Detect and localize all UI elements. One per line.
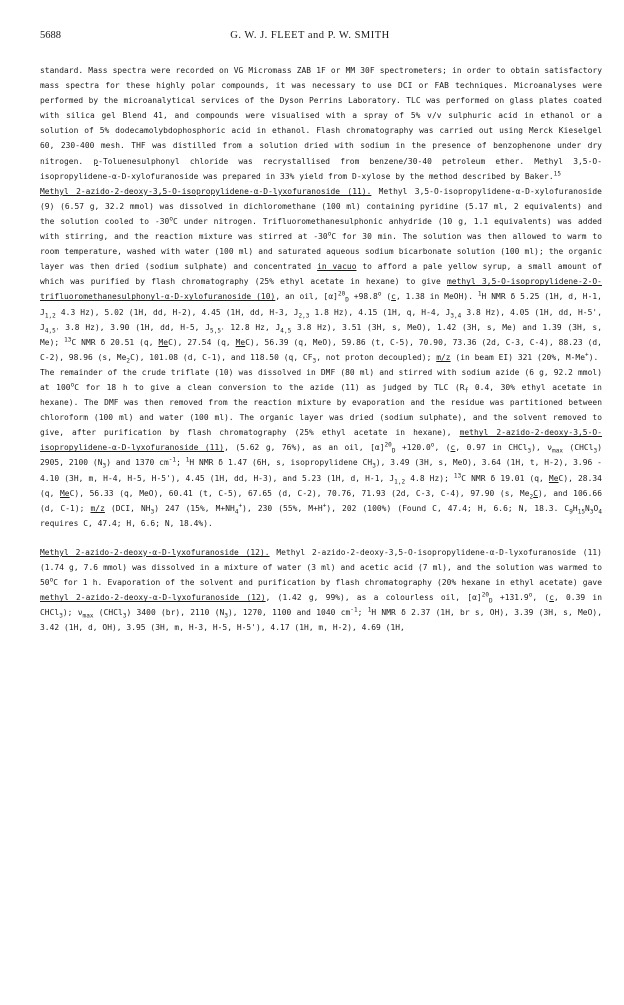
compound-11-preparation-paragraph: Methyl 2-azido-2-deoxy-3,5-O-isopropylidene-α-D-lyxofuranoside (11). Methyl 3,5-O-isopropylidene-α-D-xylofuranoside (9) (6.57 g, 32.2 mmol) was dissolved in dichloromethane (100 ml) containing pyridine (5.17 ml, 2 equivalents) and the solution cooled to -30$^o$C under nitrogen. Trifluoromethanesulphonic anhydride (10 g, 1.1 equivalents) was added with stirring, and the reaction mixture was stirred at -30$^o$C for 30 min. The solution was then allowed to warm to room temperature, washed with water (100 ml) and saturated aqueous sodium bicarbonate solution (100 ml); the organic layer was then dried (sodium sulphate) and concentrated in vacuo to afford a pale yellow syrup, a small amount of which was purified by flash chromatography (25% ethyl acetate in hexane) to give methyl 3,5-O-isopropylidene-2-O-trifluoromethanesulphonyl-α-D-xylofuranoside (10), an oil, $[\alpha]^{20}_D +98.8^o$ (c, 1.38 in MeOH). $^1$H NMR δ 5.25 (1H, d, H-1, $J_{1,2}$ 4.3 Hz), 5.02 (1H, dd, H-2), 4.45 (1H, dd, H-3, $J_{2,3}$ 1.8 Hz), 4.15 (1H, q, H-4, $J_{3,4}$ 3.8 Hz), 4.05 (1H, dd, H-5', $J_{4,5'}$ 3.8 Hz), 3.90 (1H, dd, H-5, $J_{5,5'}$ 12.8 Hz, $J_{4,5}$ 3.8 Hz), 3.51 (3H, s, MeO), 1.42 (3H, s, Me) and 1.39 (3H, s, Me); $^{13}$C NMR δ 20.51 (q, MeC), 27.54 (q, MeC), 56.39 (q, MeO), 59.86 (t, C-5), 70.90, 73.36 (2d, C-3, C-4), 88.23 (d, C-2), 98.96 (s, $Me_2C$), 101.08 (d, C-1), and 118.50 (q, $CF_3$, not proton decoupled); m/z (in beam EI) 321 (20%, M-Me+). xyxy=(40,186,603,365)
compound-name: methyl 3,5-O-isopropylidene-2-O-trifluoromethanesulphonyl-α-D-xylofuranoside (10) xyxy=(40,277,602,302)
compound-name: methyl 2-azido-2-deoxy-α-D-lyxofuranoside (12) xyxy=(40,593,266,603)
page-number: 5688 xyxy=(40,30,61,41)
experimental-intro-paragraph: standard. Mass spectra were recorded on VG Micromass ZAB 1F or MM 30F spectrometers; in order to obtain satisfactory mass spectra for these highly polar compounds, it was necessary to use DCI or FAB techniques. Microanalyses were performed by the microanalytical services of the Dyson Perrins Laboratory. TLC was performed on glass plates coated with silica gel Blend 41, and compounds were visualised with a spray of 5% v/v sulphuric acid in ethanol or a solution of 5% dodecamolybdophosphoric acid in ethanol. Flash chromatography was carried out using Merck Kieselgel 60, 230-400 mesh. THF was distilled from a solution dried with sodium in the presence of benzophenone under dry nitrogen. p-Toluenesulphonyl chloride was recrystallised from benzene/30-40 petroleum ether. Methyl 3,5-O-isopropylidene-α-D-xylofuranoside was prepared in 33% yield from D-xylose by the method described by Baker.$^{15}$ xyxy=(40,66,602,181)
running-header xyxy=(40,30,580,46)
compound-12-preparation-paragraph: Methyl 2-azido-2-deoxy-α-D-lyxofuranoside (12). Methyl 2-azido-2-deoxy-3,5-O-isopropylidene-α-D-lyxofuranoside (11) (1.74 g, 7.6 mmol) was dissolved in a mixture of water (3 ml) and acetic acid (7 ml), and the solution was warmed to 50$^o$C for 1 h. Evaporation of the solvent and purification by flash chromatography (20% hexane in ethyl acetate) gave methyl 2-azido-2-deoxy-α-D-lyxofuranoside (12), (1.42 g, 99%), as a colourless oil, $[\alpha]^{20}_D +131.9^o$, (c, 0.39 in CHCl$_3$); $\nu_{max}$ (CHCl$_3$) 3400 (br), 2110 $(N_3)$, 1270, 1100 and 1040 $cm^{-1}$; $^1$H NMR δ 2.37 (1H, br s, OH), 3.39 (3H, s, MeO), 3.42 (1H, d, OH), 3.95 (3H, m, H-3, H-5, H-5'), 4.17 (1H, m, H-2), 4.69 (1H, xyxy=(40,547,603,633)
running-title: G. W. J. FLEET and P. W. SMITH xyxy=(230,30,390,41)
compound-heading: Methyl 2-azido-2-deoxy-α-D-lyxofuranoside (12). xyxy=(40,547,270,557)
reference-citation: 15 xyxy=(553,170,561,178)
article-body xyxy=(40,63,602,635)
compound-name: methyl 2-azido-2-deoxy-3,5-O-isopropylidene-α-D-lyxofuranoside (11) xyxy=(40,428,603,453)
azide-displacement-paragraph: The remainder of the crude triflate (10) was dissolved in DMF (80 ml) and stirred with sodium azide (6 g, 92.2 mmol) at 100$^o$C for 18 h to give a clean conversion to the azide (11) as judged by TLC ($R_f$ 0.4, 30% ethyl acetate in hexane). The DMF was then removed from the reaction mixture by evaporation and the residue was partitioned between chloroform (100 ml) and water (100 ml). The organic layer was dried (sodium sulphate), and the solvent removed to give, after purification by flash chromatography (25% ethyl acetate in hexane), methyl 2-azido-2-deoxy-3,5-O-isopropylidene-α-D-lyxofuranoside (11), (5.62 g, 76%), as an oil, $[\alpha]^{20}_D +120.0^o$, (c, 0.97 in CHCl$_3$), $\nu_{max}$ (CHCl$_3$) 2905, 2100 $(N_3)$ and 1370 $cm^{-1}$; $^1$H NMR δ 1.47 (6H, s, isopropylidene $CH_3$), 3.49 (3H, s, MeO), 3.64 (1H, t, H-2), 3.96 - 4.10 (3H, m, H-4, H-5, H-5'), 4.45 (1H, dd, H-3), and 5.23 (1H, d, H-1, $J_{1,2}$ 4.8 Hz); $^{13}$C NMR δ 19.01 (q, MeC), 28.34 (q, MeC), 56.33 (q, MeO), 60.41 (t, C-5), 67.65 (d, C-2), 70.76, 71.93 (2d, C-3, C-4), 97.90 (s, $Me_2C$), and 106.66 (d, C-1); m/z (DCI, $NH_3$) 247 (15%, $M+NH_4^+$), 230 (55%, M+H+), 202 (100%) (Found C, 47.4; H, 6.6; N, 18.3. $C_9H_{15}N_3O_4$ requires C, 47.4; H, 6.6; N, 18.4%). xyxy=(40,367,603,528)
compound-heading: Methyl 2-azido-2-deoxy-3,5-O-isopropylidene-α-D-lyxofuranoside (11). xyxy=(40,186,372,196)
